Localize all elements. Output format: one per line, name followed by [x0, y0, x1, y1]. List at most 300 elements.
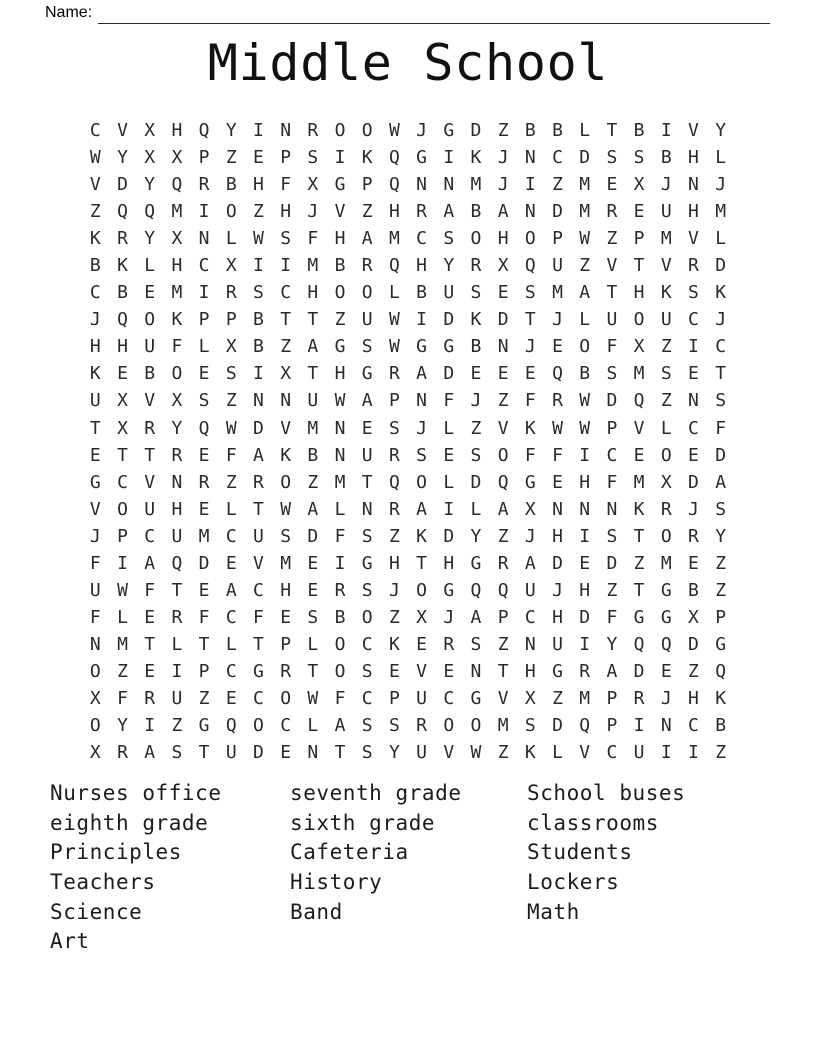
grid-letter: J [660, 688, 672, 709]
grid-letter: E [361, 417, 373, 439]
grid-letter: S [416, 444, 428, 466]
grid-letter: E [606, 174, 618, 196]
grid-letter: L [225, 498, 237, 520]
grid-letter: Z [715, 742, 727, 764]
grid-letter: F [552, 444, 563, 466]
grid-letter: O [497, 444, 509, 466]
grid-letter: A [361, 228, 373, 250]
grid-letter: M [470, 174, 482, 196]
grid-letter: J [470, 390, 482, 412]
grid-letter: Q [388, 174, 400, 196]
grid-letter: D [117, 174, 128, 196]
grid-letter: G [416, 147, 428, 169]
grid-letter: H [171, 498, 183, 520]
grid-letter: N [280, 390, 292, 412]
grid-letter: U [89, 390, 101, 412]
grid-letter: B [688, 579, 699, 601]
grid-letter: R [307, 120, 319, 142]
grid-letter: Z [497, 633, 509, 655]
name-blank-line [98, 2, 770, 24]
grid-letter: P [280, 147, 292, 169]
grid-letter: R [416, 201, 428, 223]
grid-row [82, 144, 735, 171]
grid-letter: H [388, 552, 400, 574]
grid-letter: T [524, 309, 536, 331]
grid-letter: A [443, 201, 455, 223]
grid-letter: L [225, 228, 237, 250]
grid-letter: C [89, 120, 101, 142]
grid-letter: R [497, 552, 509, 574]
grid-letter: Q [497, 579, 509, 601]
grid-letter: I [334, 552, 346, 574]
grid-letter: V [688, 228, 699, 250]
grid-letter: F [334, 525, 346, 547]
grid-letter: F [280, 174, 292, 196]
grid-letter: N [89, 633, 101, 655]
grid-letter: Y [171, 417, 183, 439]
grid-letter: G [198, 715, 210, 737]
grid-letter: A [416, 498, 428, 520]
grid-letter: W [552, 417, 563, 439]
grid-letter: T [198, 633, 210, 655]
grid-letter: I [144, 715, 156, 737]
grid-letter: B [89, 255, 101, 277]
grid-row [82, 198, 735, 225]
grid-letter: B [579, 363, 591, 385]
grid-letter: S [606, 363, 618, 385]
grid-letter: T [307, 363, 319, 385]
grid-letter: N [198, 228, 210, 250]
grid-letter: T [307, 660, 319, 682]
grid-letter: G [416, 336, 428, 358]
grid-letter: M [552, 282, 563, 304]
grid-letter: S [606, 525, 618, 547]
grid-letter: B [552, 120, 563, 142]
grid-letter: I [117, 552, 128, 574]
grid-letter: V [443, 742, 455, 764]
grid-letter: S [280, 228, 292, 250]
grid-letter: O [660, 525, 672, 547]
grid-letter: T [253, 498, 264, 520]
grid-letter: T [144, 633, 156, 655]
grid-row [82, 333, 735, 360]
word-item: Science [50, 899, 143, 924]
grid-letter: C [198, 255, 210, 277]
grid-letter: I [688, 336, 699, 358]
grid-letter: W [579, 417, 591, 439]
grid-letter: J [715, 174, 727, 196]
grid-letter: S [715, 390, 727, 412]
grid-letter: I [688, 742, 699, 764]
grid-letter: N [334, 444, 346, 466]
grid-letter: Z [497, 390, 509, 412]
grid-letter: P [388, 688, 400, 709]
grid-letter: S [361, 660, 373, 682]
grid-letter: Y [117, 715, 128, 737]
grid-letter: M [579, 201, 591, 223]
grid-letter: Y [117, 147, 128, 169]
grid-letter: J [388, 579, 400, 601]
grid-letter: F [307, 228, 319, 250]
grid-letter: W [579, 390, 591, 412]
grid-letter: B [117, 282, 128, 304]
grid-letter: V [334, 201, 346, 223]
grid-letter: F [443, 390, 455, 412]
grid-letter: M [715, 201, 727, 223]
grid-letter: C [89, 282, 101, 304]
grid-letter: I [443, 498, 455, 520]
grid-letter: W [388, 309, 400, 331]
grid-letter: N [606, 498, 618, 520]
grid-letter: Q [388, 147, 400, 169]
grid-letter: N [524, 147, 536, 169]
grid-letter: O [89, 660, 101, 682]
grid-letter: S [606, 147, 618, 169]
grid-letter: H [334, 363, 346, 385]
grid-letter: Q [388, 255, 400, 277]
grid-letter: K [633, 498, 645, 520]
word-item: Cafeteria [290, 840, 409, 865]
grid-letter: Y [144, 174, 156, 196]
grid-letter: N [497, 336, 509, 358]
grid-letter: S [688, 282, 699, 304]
grid-letter: Q [171, 174, 183, 196]
grid-letter: B [334, 606, 346, 628]
grid-letter: G [89, 471, 101, 493]
grid-letter: I [579, 444, 591, 466]
grid-letter: S [307, 606, 319, 628]
grid-letter: H [579, 579, 591, 601]
grid-letter: I [443, 147, 455, 169]
word-item: sixth grade [290, 810, 436, 835]
grid-letter: C [688, 715, 699, 737]
grid-letter: U [307, 390, 319, 412]
grid-letter: E [280, 606, 292, 628]
grid-letter: P [715, 606, 727, 628]
grid-letter: J [416, 417, 428, 439]
grid-letter: V [633, 417, 645, 439]
grid-letter: J [89, 309, 101, 331]
grid-letter: V [280, 417, 292, 439]
grid-letter: F [524, 444, 536, 466]
grid-letter: T [497, 660, 509, 682]
grid-letter: B [416, 282, 428, 304]
grid-letter: M [660, 552, 672, 574]
grid-letter: I [579, 633, 591, 655]
grid-letter: E [552, 471, 563, 493]
grid-letter: F [606, 336, 618, 358]
grid-letter: A [579, 282, 591, 304]
grid-letter: Z [552, 174, 563, 196]
grid-letter: R [388, 444, 400, 466]
grid-letter: I [253, 363, 264, 385]
grid-letter: U [552, 633, 563, 655]
grid-letter: I [253, 255, 264, 277]
grid-letter: C [144, 525, 156, 547]
grid-letter: X [171, 390, 183, 412]
grid-letter: G [552, 660, 563, 682]
grid-letter: P [198, 660, 210, 682]
word-item: History [290, 870, 383, 895]
grid-letter: U [225, 742, 237, 764]
grid-letter: C [688, 417, 699, 439]
grid-letter: H [171, 255, 183, 277]
grid-letter: M [198, 525, 210, 547]
grid-letter: R [253, 471, 264, 493]
grid-letter: U [171, 525, 183, 547]
grid-letter: D [198, 552, 210, 574]
grid-letter: U [416, 688, 428, 709]
grid-letter: R [171, 444, 183, 466]
grid-letter: S [253, 282, 264, 304]
grid-letter: K [524, 742, 536, 764]
grid-row [82, 712, 735, 739]
grid-letter: A [497, 201, 509, 223]
grid-letter: J [416, 120, 428, 142]
grid-letter: N [253, 390, 264, 412]
grid-letter: Q [225, 715, 237, 737]
grid-letter: L [552, 742, 563, 764]
grid-letter: I [633, 715, 645, 737]
grid-letter: U [253, 525, 264, 547]
grid-letter: H [307, 282, 319, 304]
grid-letter: N [579, 498, 591, 520]
grid-letter: E [198, 444, 210, 466]
grid-letter: M [497, 715, 509, 737]
grid-letter: L [198, 336, 210, 358]
grid-letter: S [171, 742, 183, 764]
grid-letter: P [198, 147, 210, 169]
grid-letter: Z [225, 390, 237, 412]
grid-letter: P [225, 309, 237, 331]
grid-letter: L [660, 417, 672, 439]
grid-letter: G [334, 174, 346, 196]
grid-letter: K [660, 282, 672, 304]
grid-letter: V [253, 552, 264, 574]
grid-letter: S [198, 390, 210, 412]
grid-letter: J [660, 174, 672, 196]
grid-letter: D [470, 120, 482, 142]
grid-letter: L [144, 255, 156, 277]
grid-letter: Y [388, 742, 400, 764]
grid-letter: O [89, 715, 101, 737]
grid-row [82, 469, 735, 496]
grid-letter: X [688, 606, 699, 628]
grid-letter: G [524, 471, 536, 493]
grid-letter: H [633, 282, 645, 304]
grid-letter: F [144, 579, 156, 601]
grid-letter: P [606, 417, 618, 439]
grid-letter: X [117, 390, 128, 412]
grid-letter: I [253, 120, 264, 142]
grid-letter: Z [171, 715, 183, 737]
grid-letter: M [579, 688, 591, 709]
grid-letter: I [171, 660, 183, 682]
grid-letter: L [443, 471, 455, 493]
grid-letter: O [280, 471, 292, 493]
grid-letter: U [660, 201, 672, 223]
grid-letter: N [660, 715, 672, 737]
word-list [50, 779, 786, 957]
grid-letter: V [89, 498, 101, 520]
grid-letter: E [198, 498, 210, 520]
grid-letter: L [307, 715, 319, 737]
grid-letter: U [144, 498, 156, 520]
grid-letter: E [225, 688, 237, 709]
grid-letter: L [715, 228, 727, 250]
grid-letter: A [144, 742, 156, 764]
grid-letter: O [361, 606, 373, 628]
grid-letter: Z [225, 471, 237, 493]
grid-letter: T [198, 742, 210, 764]
grid-letter: H [280, 201, 292, 223]
grid-letter: K [388, 633, 400, 655]
grid-letter: Z [660, 390, 672, 412]
grid-letter: C [524, 606, 536, 628]
grid-letter: U [660, 309, 672, 331]
grid-letter: Z [579, 255, 591, 277]
grid-letter: F [171, 336, 183, 358]
grid-letter: Q [633, 390, 645, 412]
grid-letter: G [443, 120, 455, 142]
grid-letter: H [388, 201, 400, 223]
grid-letter: Q [497, 471, 509, 493]
grid-letter: H [552, 525, 563, 547]
grid-letter: U [144, 336, 156, 358]
grid-row [82, 685, 735, 712]
grid-letter: O [117, 498, 128, 520]
grid-letter: O [524, 228, 536, 250]
grid-letter: R [198, 174, 210, 196]
grid-letter: L [225, 633, 237, 655]
grid-letter: E [633, 444, 645, 466]
word-item: classrooms [527, 810, 659, 835]
grid-letter: Q [579, 715, 591, 737]
grid-letter: D [715, 444, 727, 466]
grid-letter: G [470, 552, 482, 574]
grid-letter: F [524, 390, 536, 412]
grid-letter: X [144, 147, 156, 169]
grid-letter: T [117, 444, 128, 466]
grid-letter: E [633, 201, 645, 223]
grid-letter: A [307, 336, 319, 358]
grid-letter: K [171, 309, 183, 331]
grid-letter: E [307, 579, 319, 601]
grid-letter: P [606, 688, 618, 709]
grid-letter: B [524, 120, 536, 142]
grid-letter: C [225, 525, 237, 547]
grid-letter: D [552, 201, 563, 223]
grid-letter: O [660, 444, 672, 466]
grid-letter: F [225, 444, 237, 466]
grid-letter: C [225, 606, 237, 628]
grid-letter: E [688, 552, 699, 574]
grid-letter: F [89, 606, 101, 628]
grid-letter: A [253, 444, 264, 466]
grid-letter: V [416, 660, 428, 682]
grid-row [82, 550, 735, 577]
grid-letter: O [470, 228, 482, 250]
grid-letter: T [144, 444, 156, 466]
grid-letter: F [198, 606, 210, 628]
grid-letter: G [443, 336, 455, 358]
grid-letter: A [606, 660, 618, 682]
grid-letter: W [307, 688, 319, 709]
grid-letter: X [497, 255, 509, 277]
grid-letter: C [253, 579, 264, 601]
grid-letter: G [334, 336, 346, 358]
grid-letter: D [715, 255, 727, 277]
grid-letter: D [253, 417, 264, 439]
grid-letter: K [416, 525, 428, 547]
grid-letter: R [388, 498, 400, 520]
grid-letter: H [497, 228, 509, 250]
grid-letter: K [470, 309, 482, 331]
grid-letter: Z [361, 201, 373, 223]
grid-letter: E [144, 606, 156, 628]
grid-letter: O [633, 309, 645, 331]
grid-letter: S [361, 715, 373, 737]
grid-letter: N [416, 174, 428, 196]
grid-letter: Z [89, 201, 101, 223]
grid-row [82, 604, 735, 631]
grid-letter: O [334, 660, 346, 682]
grid-letter: D [470, 471, 482, 493]
grid-letter: Z [552, 688, 563, 709]
grid-letter: C [225, 660, 237, 682]
grid-letter: O [334, 633, 346, 655]
grid-letter: Z [198, 688, 210, 709]
grid-letter: F [606, 471, 618, 493]
grid-letter: Z [388, 525, 400, 547]
grid-letter: D [552, 552, 563, 574]
word-item: eighth grade [50, 810, 209, 835]
grid-letter: K [715, 688, 727, 709]
word-search-grid [0, 117, 816, 766]
grid-letter: N [361, 498, 373, 520]
grid-letter: I [524, 174, 536, 196]
grid-letter: V [688, 120, 699, 142]
grid-letter: N [552, 498, 563, 520]
grid-letter: U [633, 742, 645, 764]
grid-letter: Y [715, 525, 727, 547]
grid-letter: E [688, 444, 699, 466]
grid-letter: T [715, 363, 727, 385]
grid-letter: U [89, 579, 101, 601]
grid-letter: X [225, 336, 237, 358]
grid-letter: E [470, 363, 482, 385]
grid-letter: W [280, 498, 292, 520]
grid-letter: W [470, 742, 482, 764]
grid-letter: O [225, 201, 237, 223]
grid-letter: P [117, 525, 128, 547]
grid-letter: D [579, 606, 591, 628]
grid-letter: S [361, 525, 373, 547]
grid-letter: C [443, 688, 455, 709]
grid-letter: R [171, 606, 183, 628]
grid-letter: Q [144, 201, 156, 223]
grid-letter: C [253, 688, 264, 709]
grid-letter: F [89, 552, 101, 574]
grid-letter: M [171, 201, 183, 223]
grid-letter: G [361, 552, 373, 574]
grid-letter: D [443, 363, 455, 385]
word-item: Lockers [527, 870, 620, 895]
grid-letter: X [524, 498, 536, 520]
grid-letter: R [579, 660, 591, 682]
grid-letter: S [361, 742, 373, 764]
grid-letter: E [198, 363, 210, 385]
